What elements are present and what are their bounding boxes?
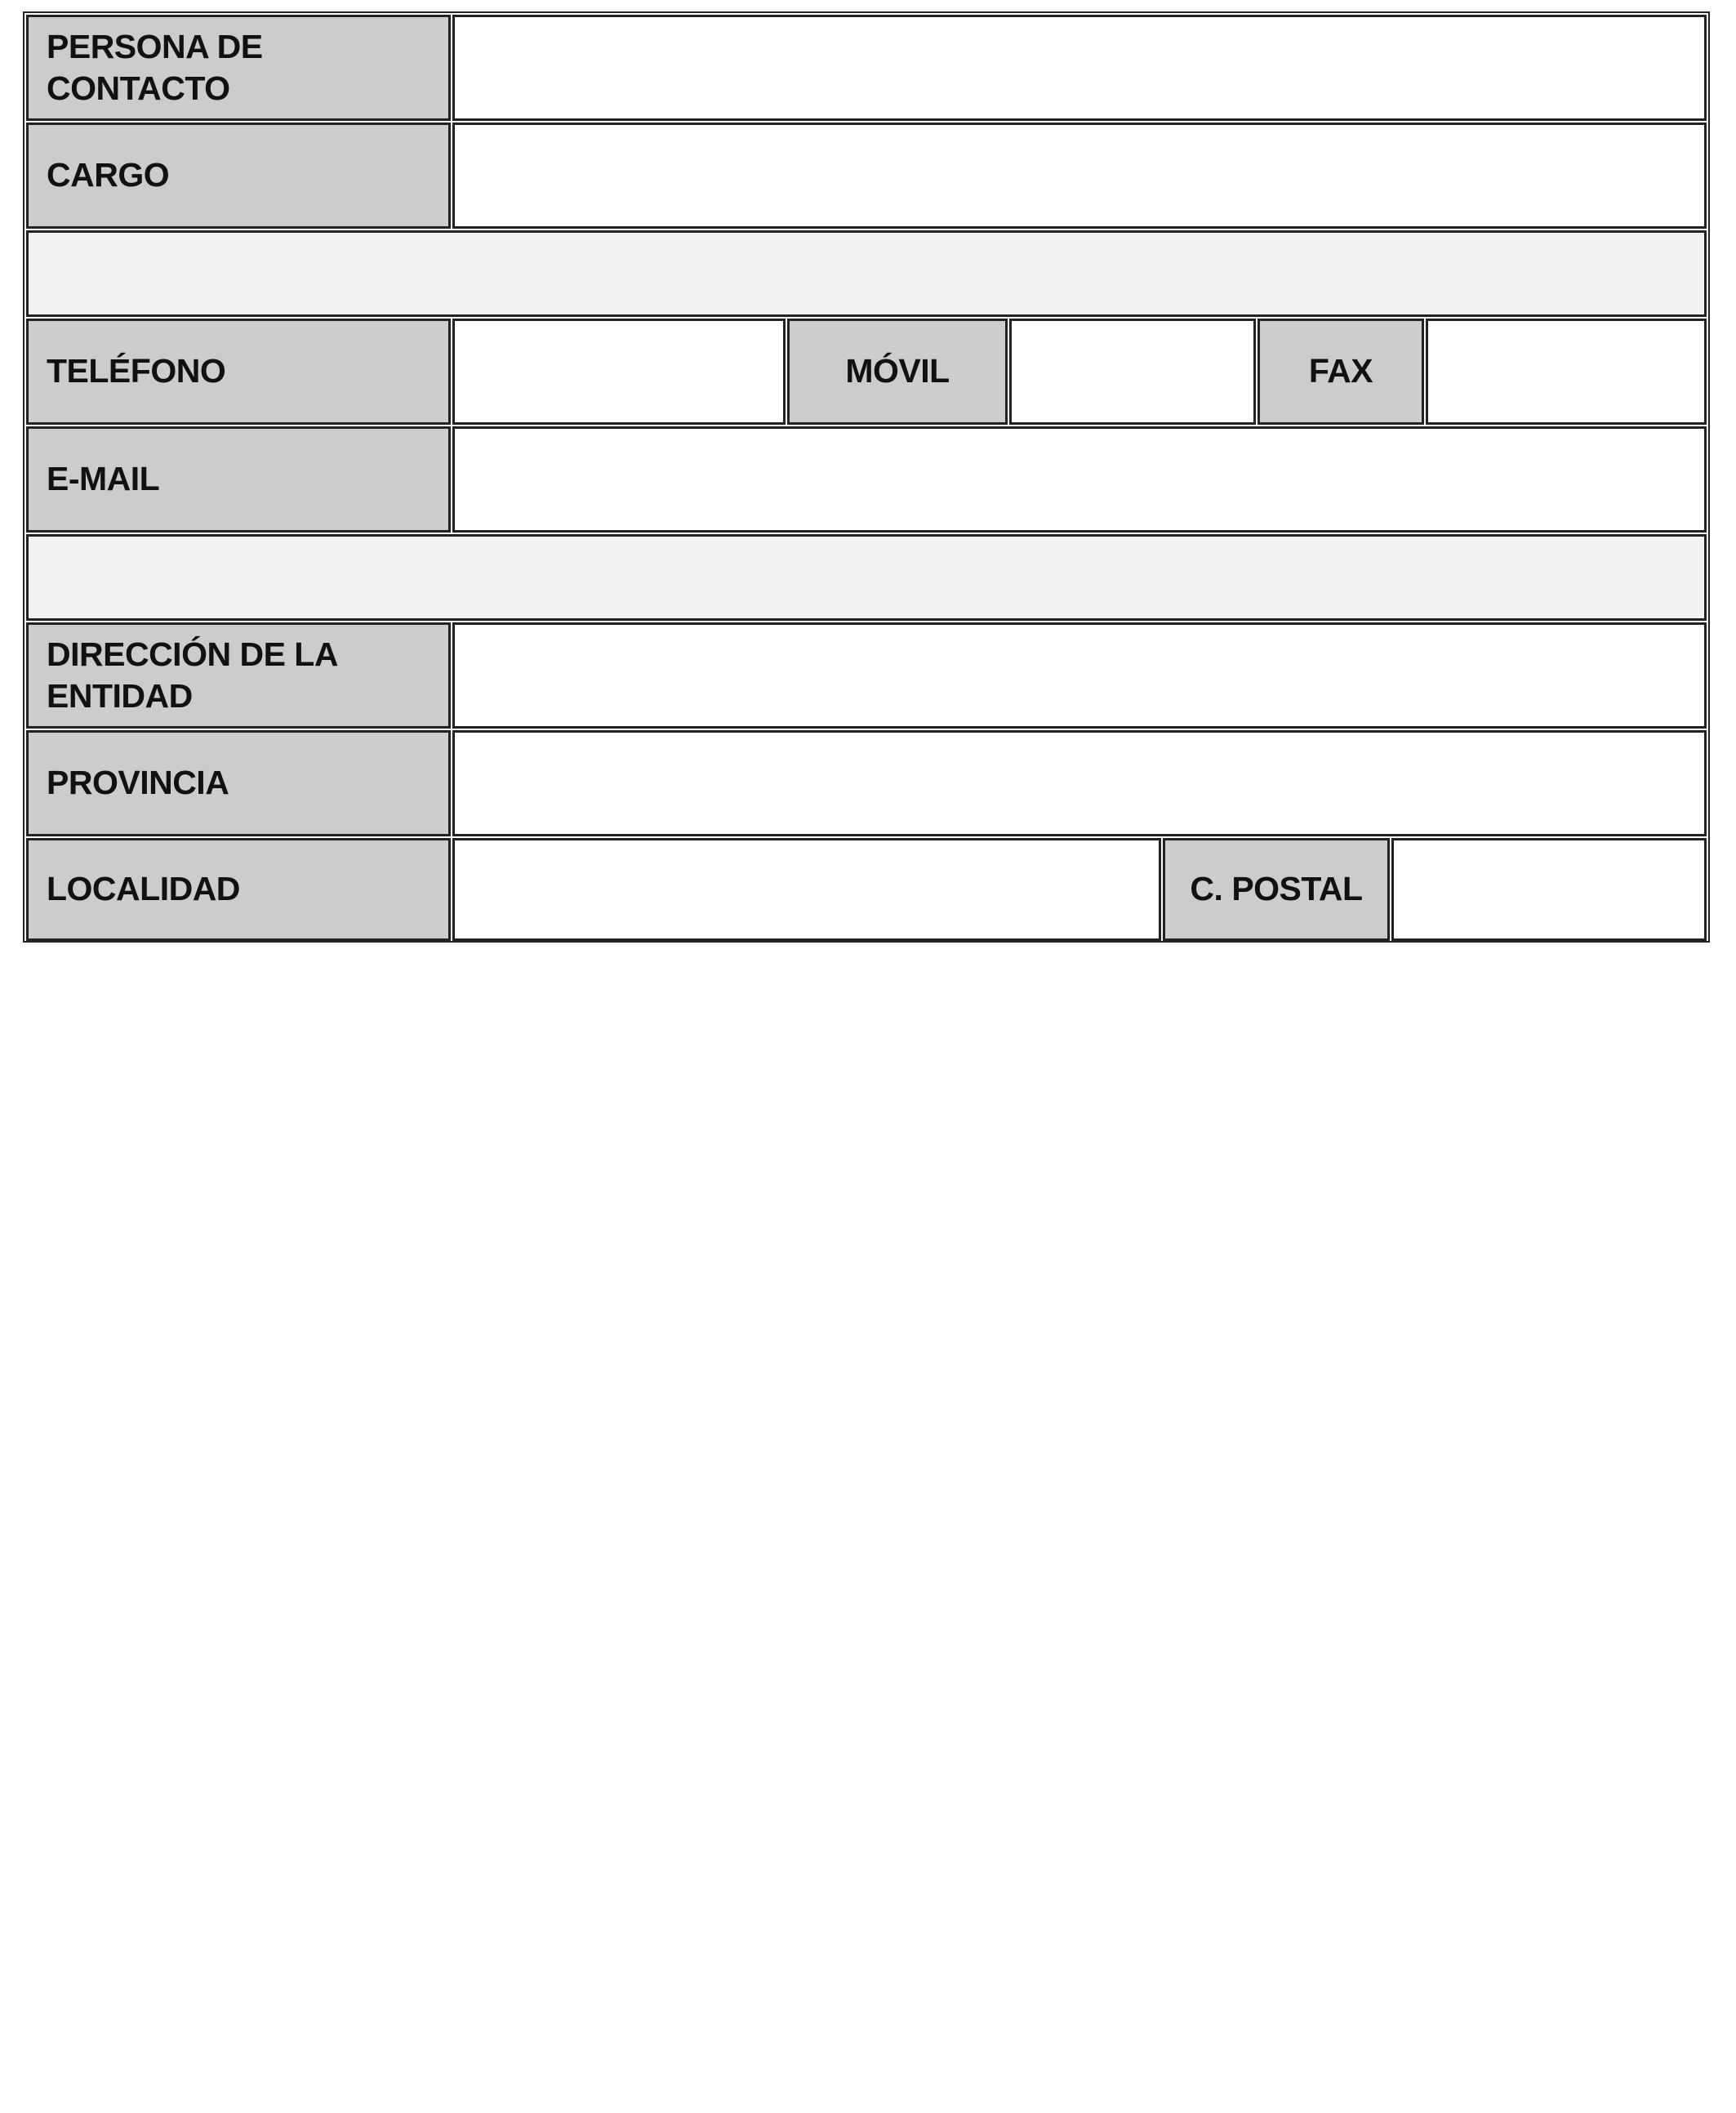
fax-label-text: FAX [1308, 352, 1373, 390]
telefono-label-text: TELÉFONO [47, 352, 226, 390]
localidad-field[interactable] [452, 838, 1161, 941]
persona-de-contacto-label [26, 15, 451, 121]
direccion-label [26, 622, 451, 729]
direccion-label-line1: DIRECCIÓN DE LA [47, 635, 338, 673]
provincia-field[interactable] [452, 730, 1707, 836]
section-spacer [26, 230, 1707, 317]
email-field[interactable] [452, 426, 1707, 533]
movil-label [787, 319, 1008, 425]
localidad-label [26, 838, 451, 941]
direccion-field[interactable] [452, 622, 1707, 729]
contact-form [23, 11, 1710, 943]
persona-de-contacto-field[interactable] [452, 15, 1707, 121]
provincia-label [26, 730, 451, 836]
provincia-label-text: PROVINCIA [47, 764, 229, 802]
cargo-label [26, 123, 451, 229]
telefono-label [26, 319, 451, 425]
fax-field[interactable] [1426, 319, 1707, 425]
fax-label [1257, 319, 1424, 425]
codigo-postal-label-text: C. POSTAL [1190, 870, 1363, 908]
cargo-field[interactable] [452, 123, 1707, 229]
email-label-text: E-MAIL [47, 460, 160, 498]
codigo-postal-field[interactable] [1391, 838, 1707, 941]
movil-label-text: MÓVIL [845, 352, 950, 390]
telefono-field[interactable] [452, 319, 786, 425]
section-spacer [26, 534, 1707, 621]
cargo-label-text: CARGO [47, 156, 170, 194]
direccion-label-line2: ENTIDAD [47, 677, 193, 715]
persona-de-contacto-label-text: PERSONA DE CONTACTO [47, 27, 263, 107]
movil-field[interactable] [1009, 319, 1256, 425]
codigo-postal-label [1163, 838, 1390, 941]
localidad-label-text: LOCALIDAD [47, 870, 240, 908]
email-label [26, 426, 451, 533]
